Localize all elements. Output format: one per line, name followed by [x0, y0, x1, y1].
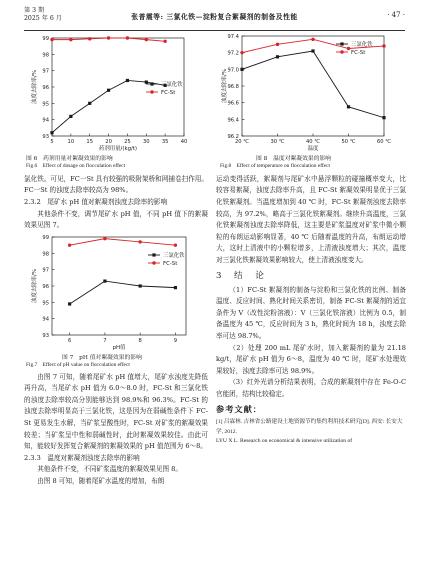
- data-point: [103, 237, 106, 240]
- data-point: [88, 37, 91, 40]
- data-point: [276, 43, 279, 46]
- figure-6-chart: [24, 32, 208, 156]
- legend-marker: [152, 261, 155, 264]
- data-point: [107, 36, 110, 39]
- data-point: [347, 105, 350, 108]
- page-number: · 47 ·: [387, 11, 405, 19]
- data-point: [138, 240, 141, 243]
- figure-7-chart: [24, 233, 208, 355]
- x-axis-label: pH值: [112, 344, 126, 351]
- data-point: [69, 115, 72, 118]
- x-tick-label: 15: [86, 139, 94, 145]
- right-column: [216, 32, 406, 447]
- x-tick-label: 20 ℃: [234, 139, 250, 145]
- data-point: [276, 55, 279, 58]
- data-point: [382, 44, 385, 47]
- plot-frame: [52, 237, 186, 335]
- x-tick-label: 20: [105, 139, 112, 145]
- data-point: [88, 102, 91, 105]
- data-point: [126, 79, 129, 82]
- legend-label: 三氯化铁: [163, 252, 185, 259]
- y-tick-label: 97: [42, 68, 49, 75]
- data-point: [311, 38, 314, 41]
- legend-label: FC-St: [163, 260, 178, 267]
- data-point: [347, 47, 350, 50]
- y-tick-label: 98: [42, 251, 49, 258]
- data-point: [50, 131, 53, 134]
- figure-8: [216, 32, 406, 170]
- series-line-fc-st: [70, 238, 176, 245]
- series-line-fecl3: [70, 281, 176, 304]
- conclusion-item: （3）红外光谱分析结果表明，合成的絮凝剂中存在 Fe-O-C 官能团，结构比较稳定。: [216, 378, 406, 398]
- legend-marker: [150, 82, 153, 85]
- y-tick-label: 96.2: [227, 134, 239, 140]
- data-point: [382, 116, 385, 119]
- y-tick-label: 97.4: [227, 34, 239, 40]
- series-line-fecl3: [52, 80, 165, 132]
- legend-marker: [152, 253, 155, 256]
- legend-marker: [340, 42, 343, 45]
- figure-6: [24, 32, 208, 170]
- legend-marker: [150, 90, 153, 93]
- y-tick-label: 94: [42, 117, 49, 124]
- figure-6-caption-en: Fig.6 Effect of dosage on flocculation effect: [26, 163, 126, 169]
- legend-label: 三氯化铁: [351, 42, 373, 48]
- y-tick-label: 95: [42, 101, 49, 108]
- x-tick-label: 5: [50, 139, 54, 145]
- conclusion-item: （1）FC-St 絮凝剂的制备与淀粉和三氯化铁的比例、制备温度、反应时间、熟化时间关系密切，制备 FC-St 絮凝剂的适宜条件为 V（改性淀粉溶液）：V（三氯化铁溶液）比例为 0.5，制备温度为 45 ℃，反应时间为 3 h，熟化时间为 18 h，浊度去除率可达 98.7%。: [216, 285, 406, 340]
- x-tick-label: 7: [103, 337, 107, 344]
- subsection-heading: 2.3.3 温度对絮凝剂浊度去除率的影响: [24, 453, 140, 462]
- x-tick-label: 9: [173, 337, 178, 344]
- issue-date: 2025 年 6 月: [24, 15, 62, 22]
- y-tick-label: 96.6: [227, 100, 239, 107]
- figure-7: [24, 233, 208, 369]
- x-axis-label: 温度: [307, 146, 319, 152]
- data-point: [240, 68, 243, 71]
- subsection-heading: 2.3.2 尾矿水 pH 值对絮凝剂浊度去除率的影响: [24, 197, 168, 206]
- x-axis-label: 药剂用量/(kg/t): [98, 146, 138, 152]
- figure-8-caption-zh: 图 8 温度对絮凝效果的影响: [256, 156, 332, 162]
- data-point: [69, 38, 72, 41]
- data-point: [126, 36, 129, 39]
- figure-6-caption-zh: 图 6 药剂用量对絮凝效果的影响: [26, 156, 113, 162]
- y-tick-label: 96: [42, 85, 49, 91]
- left-column: [24, 32, 208, 488]
- issue-number: 第 3 期: [24, 7, 45, 14]
- series-line-fecl3: [242, 51, 384, 118]
- data-point: [107, 89, 110, 92]
- data-point: [174, 243, 177, 246]
- x-tick-label: 35: [161, 139, 169, 145]
- y-tick-label: 95: [42, 300, 49, 307]
- y-axis-label: 浊度去除率/%: [32, 70, 38, 104]
- y-tick-label: 96.8: [227, 84, 239, 90]
- paragraph: 运动变得活跃，絮凝剂与尾矿水中悬浮颗粒的碰撞概率变大，比较容易絮凝，浊度去除率升高，且 FC-St 絮凝效果明显优于三氯化铁絮凝剂。当温度增加到 40 ℃ 时，FC-St 絮凝剂浊度去除率较高，为 97.2%，略高于三氯化铁絮凝剂。继续升高温度，三氯化铁絮凝剂浊度去除率降低，这主要是矿浆温度对矿浆中微小颗粒的布朗运动影响显著，40 ℃ 后随着温度的升高，布朗运动增大，这时上清液中的小颗粒增多，上清液浊度增大；其次，温度对三氯化铁絮凝效果影响较大，使上清液浊度变大。: [216, 174, 406, 264]
- figure-8-caption-en: Fig.8 Effect of temperature on flocculation effect: [220, 163, 330, 169]
- running-title: 张普震等: 三氯化铁—淀粉复合絮凝剂的制备及性能: [131, 13, 298, 21]
- y-tick-label: 97: [42, 267, 49, 274]
- y-axis-label: 浊度去除率/%: [32, 268, 38, 303]
- conclusion-item: （2）处理 200 mL 尾矿水时，加入絮凝剂的量为 21.18 kg/t，尾矿水 pH 值为 6～8，温度为 40 ℃ 时，尾矿水处理效果较好，浊度去除率可达 98.9%。: [216, 343, 406, 375]
- paragraph: 其他条件不变，不同矿浆温度的絮凝效果见图 8。: [37, 465, 182, 474]
- data-point: [139, 284, 142, 287]
- legend-label: FC-St: [351, 50, 366, 56]
- legend-marker: [340, 50, 343, 53]
- y-tick-label: 97.0: [227, 67, 239, 74]
- page-header: [24, 6, 405, 31]
- y-tick-label: 93: [42, 332, 49, 339]
- x-tick-label: 25: [124, 139, 131, 145]
- data-point: [50, 38, 53, 41]
- figure-8-chart: [216, 32, 406, 156]
- data-point: [311, 49, 314, 52]
- data-point: [174, 286, 177, 289]
- data-point: [68, 243, 71, 246]
- legend-label: 三氯化铁: [161, 82, 183, 88]
- y-tick-label: 96.4: [227, 117, 239, 124]
- figure-7-caption-en: Fig.7 Effect of pH value on flocculation effect: [26, 361, 130, 368]
- x-tick-label: 30: [142, 139, 150, 145]
- paragraph: 由图 7 可知，随着尾矿水 pH 值增大，尾矿水浊度先降低再升高，当尾矿水 pH 值为 6.0～8.0 时，FC-St 和三氯化铁的浊度去除率较高分别能够达到 98.9%和 96.3%。FC-St 的浊度去除率明显高于三氯化铁，这是因为在弱碱性条件下 FC-St 更易发生水解，当矿浆呈酸性时，FC-St 对矿浆的絮凝效果较差；当矿浆呈中性和弱碱性时，此时絮凝效果较佳。由此可知，能较好发挥复合絮凝剂的絮凝效果的 pH 值范围为 6～8。: [24, 372, 208, 451]
- x-tick-label: 60 ℃: [376, 139, 392, 145]
- x-tick-label: 8: [138, 337, 142, 344]
- x-tick-label: 6: [67, 337, 72, 344]
- figure-7-caption-zh: 图 7 pH 值对絮凝效果的影响: [62, 354, 142, 361]
- data-point: [145, 38, 148, 41]
- y-tick-label: 93: [42, 134, 49, 140]
- references-heading: 参考文献：: [216, 404, 262, 415]
- data-point: [240, 51, 243, 54]
- data-point: [103, 279, 106, 282]
- x-tick-label: 40: [180, 139, 188, 145]
- data-point: [145, 81, 148, 84]
- y-tick-label: 99: [42, 36, 49, 42]
- y-tick-label: 94: [42, 316, 49, 323]
- data-point: [68, 302, 71, 305]
- paragraph: 其他条件不变，调节尾矿水 pH 值，不同 pH 值下的絮凝效果见图 7。: [24, 209, 208, 230]
- x-tick-label: 50 ℃: [341, 139, 356, 145]
- y-tick-label: 97.2: [227, 50, 239, 57]
- y-tick-label: 96: [42, 283, 49, 290]
- reference-item: [1] 吕霖林. 吉林省公路建设土地资源节约集约利用技术研究[D]. 西安: 长安大学, 2012.: [216, 419, 403, 435]
- paragraph: 氯化铁。可见，FC一St 具有较强的吸附架桥和网捕卷扫作用。FC一St 的浊度去除率较高为 98%。: [24, 174, 208, 195]
- paragraph: 由图 8 可知，随着尾矿水温度的增加，布朗: [37, 476, 165, 485]
- data-point: [163, 40, 166, 43]
- y-tick-label: 99: [42, 234, 49, 241]
- y-axis-label: 浊度去除率/%: [222, 69, 228, 103]
- x-tick-label: 40 ℃: [305, 139, 321, 145]
- x-tick-label: 30 ℃: [270, 139, 285, 145]
- section-heading: 3 结 论: [216, 270, 266, 281]
- y-tick-label: 98: [42, 52, 49, 59]
- legend-label: FC-St: [161, 90, 176, 96]
- reference-item: LYU X L. Research on economical & intensive utilization of: [216, 438, 353, 445]
- x-tick-label: 10: [67, 139, 75, 145]
